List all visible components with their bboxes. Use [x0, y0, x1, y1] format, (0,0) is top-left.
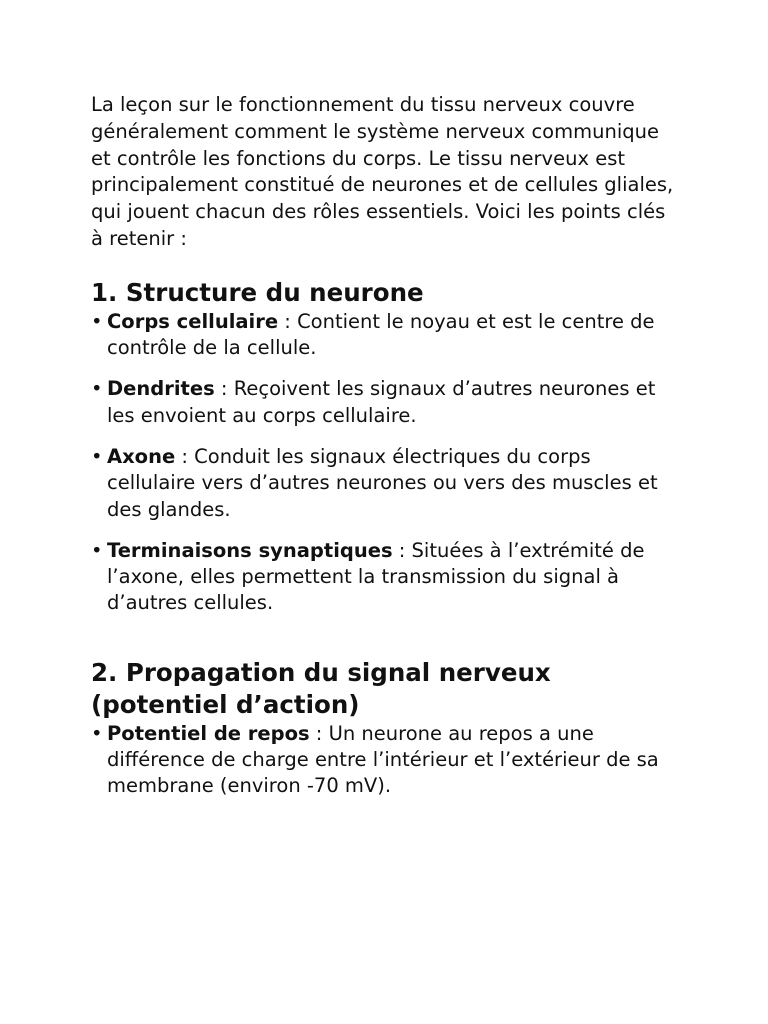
list-item-term: Potentiel de repos [107, 721, 310, 745]
list-item-term: Corps cellulaire [107, 309, 279, 333]
bullet-icon: • [91, 721, 103, 745]
list-item [91, 538, 680, 617]
list-item-term: Terminaisons synaptiques [107, 538, 393, 562]
section-1-list [91, 309, 680, 617]
section-2-list [91, 721, 680, 800]
bullet-icon: • [91, 538, 103, 562]
list-item-text: Situées à l’extrémité de l’axone, elles permettent la transmission du signal à d’autres cellules. [107, 538, 645, 615]
list-item-separator: : [309, 721, 329, 745]
list-item-separator: : [214, 377, 234, 401]
list-item-term: Dendrites [107, 377, 215, 401]
intro-paragraph: La leçon sur le fonctionnement du tissu nerveux couvre généralement comment le système nerveux communique et contrôle les fonctions du corps. Le tissu nerveux est principalement constitué de neurones et de cellules gliales, qui jouent chacun des rôles essentiels. Voici les points clés à retenir : [91, 93, 674, 250]
list-item-text: Conduit les signaux électriques du corps cellulaire vers d’autres neurones ou vers des muscles et des glandes. [107, 444, 658, 521]
list-item-text: Contient le noyau et est le centre de contrôle de la cellule. [107, 309, 655, 360]
list-item-term: Axone [107, 444, 176, 468]
list-item [91, 309, 680, 362]
list-item-separator: : [175, 444, 195, 468]
list-item-separator: : [392, 538, 412, 562]
list-item [91, 721, 680, 800]
list-item-text: Un neurone au repos a une différence de charge entre l’intérieur et l’extérieur de sa membrane (environ -70 mV). [107, 721, 659, 798]
list-item [91, 444, 680, 523]
list-item [91, 376, 680, 429]
bullet-icon: • [91, 444, 103, 468]
list-item-text: Reçoivent les signaux d’autres neurones et les envoient au corps cellulaire. [107, 377, 656, 427]
bullet-icon: • [91, 377, 103, 401]
list-item-separator: : [278, 309, 298, 333]
bullet-icon: • [91, 309, 103, 333]
section-2-heading: 2. Propagation du signal nerveux (potentiel d’action) [91, 657, 551, 719]
section-1-heading: 1. Structure du neurone [91, 277, 424, 307]
